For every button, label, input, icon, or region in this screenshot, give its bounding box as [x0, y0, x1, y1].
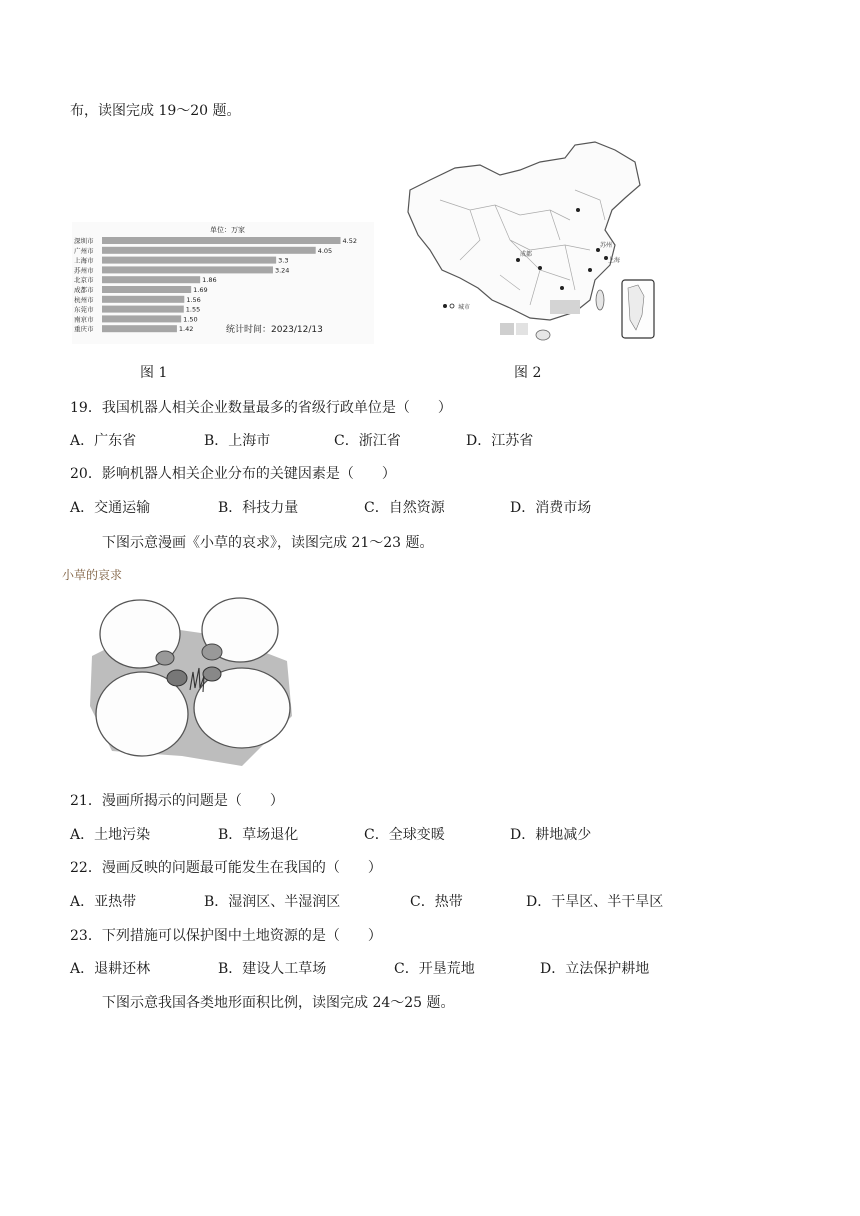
bar	[102, 257, 276, 264]
category-label: 东莞市	[74, 305, 94, 314]
category-label: 上海市	[74, 256, 94, 265]
bar	[102, 306, 184, 313]
q22-option-d[interactable]: D．干旱区、半干旱区	[526, 894, 664, 910]
bar	[102, 237, 341, 244]
category-label: 深圳市	[74, 237, 94, 245]
shaded-region	[550, 300, 580, 314]
city-shanghai-label: 上海	[608, 257, 621, 264]
category-label: 广州市	[74, 246, 94, 255]
q23-option-c[interactable]: C．开垦荒地	[394, 961, 475, 977]
q19-option-c[interactable]: C．浙江省	[334, 433, 401, 449]
q20-option-b[interactable]: B．科技力量	[218, 500, 299, 516]
chart-title: 单位：万家	[210, 226, 245, 234]
question-23: 23．下列措施可以保护图中土地资源的是（ ）	[70, 928, 382, 944]
category-label: 北京市	[74, 276, 94, 285]
value-label: 1.42	[178, 325, 194, 334]
bar-chart	[72, 222, 374, 344]
q21-option-a[interactable]: A．土地污染	[70, 827, 151, 843]
legend-city-dot	[443, 304, 447, 308]
q19-option-b[interactable]: B．上海市	[204, 433, 271, 449]
q22-option-b[interactable]: B．湿润区、半湿润区	[204, 894, 341, 910]
intro-text-2: 下图示意漫画《小草的哀求》，读图完成 21～23 题。	[102, 535, 434, 551]
question-22: 22．漫画反映的问题最可能发生在我国的（ ）	[70, 860, 382, 876]
city-dot	[576, 208, 580, 212]
legend-swatch-2	[516, 323, 528, 335]
q22-option-c[interactable]: C．热带	[410, 894, 463, 910]
taiwan-island	[596, 290, 604, 310]
hainan-island	[536, 330, 550, 340]
china-outline	[408, 142, 640, 320]
figure2-caption: 图 2	[514, 365, 542, 381]
chart-annotation: 统计时间：2023/12/13	[226, 325, 323, 335]
bar	[102, 266, 273, 273]
bar	[102, 247, 316, 254]
bar	[102, 325, 177, 332]
q22-option-a[interactable]: A．亚热带	[70, 894, 137, 910]
comic-title: 小草的哀求	[62, 568, 123, 582]
intro-text-3: 下图示意我国各类地形面积比例，读图完成 24～25 题。	[102, 995, 455, 1011]
category-label: 苏州市	[74, 266, 94, 275]
q23-option-d[interactable]: D．立法保护耕地	[540, 961, 650, 977]
question-21: 21．漫画所揭示的问题是（ ）	[70, 793, 284, 809]
bar	[102, 286, 191, 293]
value-label: 3.3	[278, 256, 289, 265]
bar	[102, 315, 181, 322]
city-chengdu-label: 成都	[520, 251, 533, 258]
bar	[102, 296, 184, 303]
q23-option-b[interactable]: B．建设人工草场	[218, 961, 327, 977]
value-label: 1.69	[193, 286, 208, 294]
question-19: 19．我国机器人相关企业数量最多的省级行政单位是（ ）	[70, 400, 452, 416]
question-20: 20．影响机器人相关企业分布的关键因素是（ ）	[70, 466, 396, 482]
legend-city-label: 城市	[458, 304, 471, 311]
q21-option-d[interactable]: D．耕地减少	[510, 827, 592, 843]
value-label: 1.55	[185, 305, 201, 314]
city-dot	[588, 268, 592, 272]
value-label: 4.05	[317, 246, 333, 255]
china-map	[400, 140, 660, 350]
q19-option-a[interactable]: A．广东省	[70, 433, 137, 449]
q23-option-a[interactable]: A．退耕还林	[70, 961, 151, 977]
q20-option-c[interactable]: C．自然资源	[364, 500, 445, 516]
city-dot	[538, 266, 542, 270]
sheep-head	[167, 670, 187, 686]
value-label: 1.56	[186, 295, 201, 304]
sheep-head	[156, 651, 174, 665]
q21-option-c[interactable]: C．全球变暖	[364, 827, 445, 843]
city-chengdu-dot	[516, 258, 520, 262]
category-label: 重庆市	[74, 325, 94, 334]
value-label: 1.50	[183, 315, 198, 324]
legend-city-ring	[450, 304, 454, 308]
value-label: 3.24	[274, 266, 290, 275]
category-label: 南京市	[74, 315, 94, 324]
comic-illustration	[62, 566, 312, 778]
intro-text: 布，读图完成 19～20 题。	[70, 103, 241, 119]
q19-option-d[interactable]: D．江苏省	[466, 433, 534, 449]
south-china-sea-inset	[622, 280, 654, 338]
category-label: 成都市	[74, 286, 94, 294]
legend-swatch	[500, 323, 514, 335]
figure1-caption: 图 1	[140, 365, 168, 381]
sheep-head	[203, 667, 221, 681]
value-label: 4.52	[342, 237, 357, 245]
q20-option-a[interactable]: A．交通运输	[70, 500, 151, 516]
sheep-head	[202, 644, 222, 660]
city-suzhou-label: 苏州	[600, 242, 613, 249]
bar	[102, 276, 200, 283]
q21-option-b[interactable]: B．草场退化	[218, 827, 299, 843]
value-label: 1.86	[202, 276, 217, 285]
city-dot	[560, 286, 564, 290]
q20-option-d[interactable]: D．消费市场	[510, 500, 592, 516]
category-label: 杭州市	[74, 295, 94, 304]
